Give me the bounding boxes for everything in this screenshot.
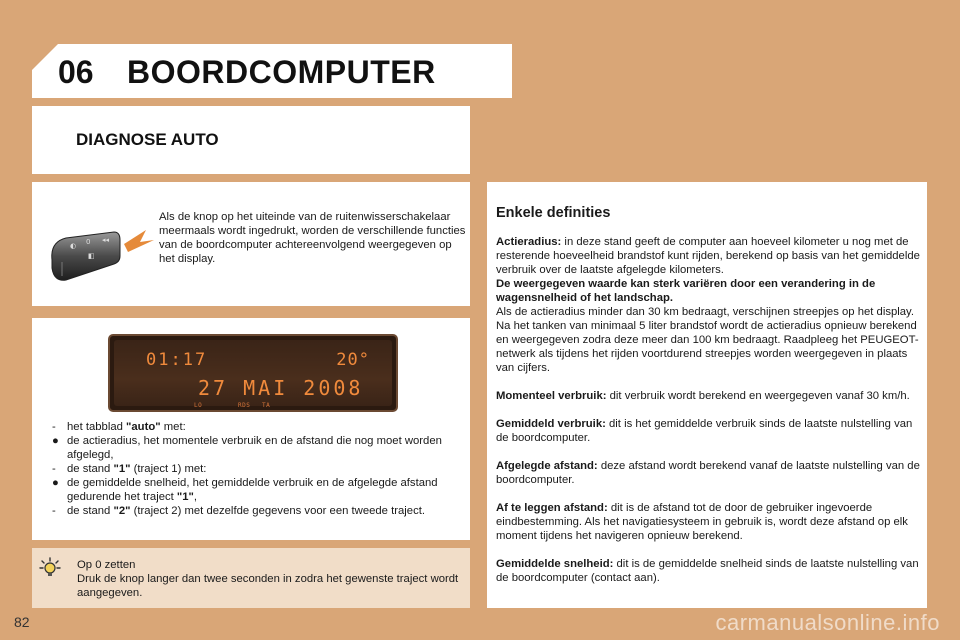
list-emphasis: "1" bbox=[113, 463, 131, 475]
lightbulb-icon bbox=[39, 557, 61, 579]
definitions-heading: Enkele definities bbox=[496, 205, 611, 221]
list-item bbox=[52, 504, 462, 518]
list-text: de stand bbox=[67, 505, 114, 517]
list-text: (traject 2) met dezelfde gegevens voor een tweede traject. bbox=[130, 505, 425, 517]
list-text: het tabblad bbox=[67, 421, 127, 433]
list-emphasis: "2" bbox=[113, 505, 131, 517]
definition-item bbox=[496, 557, 924, 585]
indicator-lo: LO bbox=[194, 402, 203, 409]
page-number: 82 bbox=[14, 614, 30, 630]
list-marker: - bbox=[52, 463, 56, 475]
definition-text: dit is de afstand tot de door de gebruiker ingevoerde eindbestemming. Als het navigatiesysteem in gebruik is, wordt deze afstand op elk moment tijdens het navigeren opnieuw berekend. bbox=[496, 502, 908, 542]
svg-text:◐: ◐ bbox=[70, 242, 77, 250]
display-screen bbox=[114, 340, 392, 409]
list-marker: - bbox=[52, 421, 56, 433]
svg-text:◧: ◧ bbox=[88, 252, 95, 260]
chapter-title: BOORDCOMPUTER bbox=[127, 54, 436, 90]
list-item bbox=[52, 476, 462, 504]
definition-warning: De weergegeven waarde kan sterk variëren door een verandering in de wagensnelheid of het landschap. bbox=[496, 278, 876, 304]
list-marker: ● bbox=[52, 435, 59, 447]
list-text: de actieradius, het momentele verbruik en de afstand die nog moet worden afgelegd, bbox=[67, 435, 442, 461]
definition-term: Momenteel verbruik: bbox=[496, 390, 607, 402]
definitions bbox=[496, 206, 924, 599]
display-date: 27 MAI 2008 bbox=[198, 376, 364, 400]
svg-text:◂◂: ◂◂ bbox=[102, 236, 110, 244]
indicator-rds: RDS bbox=[238, 402, 251, 409]
definition-text: dit is het gemiddelde verbruik sinds de laatste nulstelling van de boordcomputer. bbox=[496, 418, 913, 444]
definition-item bbox=[496, 417, 924, 445]
section-title: DIAGNOSE AUTO bbox=[76, 130, 219, 149]
list-item bbox=[52, 420, 462, 434]
list-text: , bbox=[193, 491, 198, 503]
definition-item bbox=[496, 459, 924, 487]
display-time: 01:17 bbox=[146, 350, 208, 370]
definition-item bbox=[496, 501, 924, 543]
tip-body: Druk de knop langer dan twee seconden in zodra het gewenste traject wordt aangegeven. bbox=[77, 573, 459, 599]
definition-term: Gemiddeld verbruik: bbox=[496, 418, 606, 430]
function-list bbox=[52, 420, 462, 518]
definition-term: Afgelegde afstand: bbox=[496, 460, 598, 472]
list-item bbox=[52, 462, 462, 476]
definition-term: Gemiddelde snelheid: bbox=[496, 558, 614, 570]
list-text: de gemiddelde snelheid, het gemiddelde verbruik en de afgelegde afstand gedurende het traject bbox=[67, 477, 438, 503]
watermark: carmanualsonline.info bbox=[715, 610, 940, 635]
display-temperature: 20° bbox=[336, 350, 370, 370]
definition-actieradius bbox=[496, 235, 924, 375]
list-emphasis: "1" bbox=[176, 491, 194, 503]
list-marker: - bbox=[52, 505, 56, 517]
definition-term: Af te leggen afstand: bbox=[496, 502, 608, 514]
list-text: met: bbox=[160, 421, 186, 433]
multifunction-display bbox=[108, 334, 398, 412]
indicator-ta: TA bbox=[262, 402, 271, 409]
list-text: (traject 1) met: bbox=[130, 463, 207, 475]
tip-text bbox=[77, 558, 467, 600]
definition-term: Actieradius: bbox=[496, 236, 562, 248]
definition-text: dit is de gemiddelde snelheid sinds de laatste nulstelling van de boordcomputer (contact aan). bbox=[496, 558, 919, 584]
definition-text: deze afstand wordt berekend vanaf de laatste nulstelling van de boordcomputer. bbox=[496, 460, 920, 486]
svg-text:0: 0 bbox=[86, 238, 91, 246]
list-item bbox=[52, 434, 462, 462]
list-emphasis: "auto" bbox=[126, 421, 161, 433]
list-text: de stand bbox=[67, 463, 114, 475]
definition-text: in deze stand geeft de computer aan hoeveel kilometer u nog met de resterende hoeveelheid brandstof kunt rijden, berekend op basis van het gemiddelde verbruik over de laatste afgelegde kilometers. bbox=[496, 236, 920, 276]
wiper-stalk-icon bbox=[48, 222, 158, 288]
definition-text: dit verbruik wordt berekend en weergegeven vanaf 30 km/h. bbox=[606, 390, 910, 402]
tip-title: Op 0 zetten bbox=[77, 559, 136, 571]
chapter-number: 06 bbox=[58, 54, 94, 90]
intro-text: Als de knop op het uiteinde van de ruitenwisserschakelaar meermaals wordt ingedrukt, worden de verschillende functies van de boordcomputer achtereenvolgend weergegeven op het display. bbox=[159, 211, 466, 265]
definition-note: Als de actieradius minder dan 30 km bedraagt, verschijnen streepjes op het display. Na het tanken van minimaal 5 liter brandstof wordt de actieradius opnieuw berekend en weergegeven zodra deze meer dan 100 km bedraagt. Raadpleeg het PEUGEOT-netwerk als tijdens het rijden voortdurend streepjes worden weergegeven in plaats van cijfers. bbox=[496, 306, 919, 374]
list-marker: ● bbox=[52, 477, 59, 489]
definition-item bbox=[496, 389, 924, 403]
